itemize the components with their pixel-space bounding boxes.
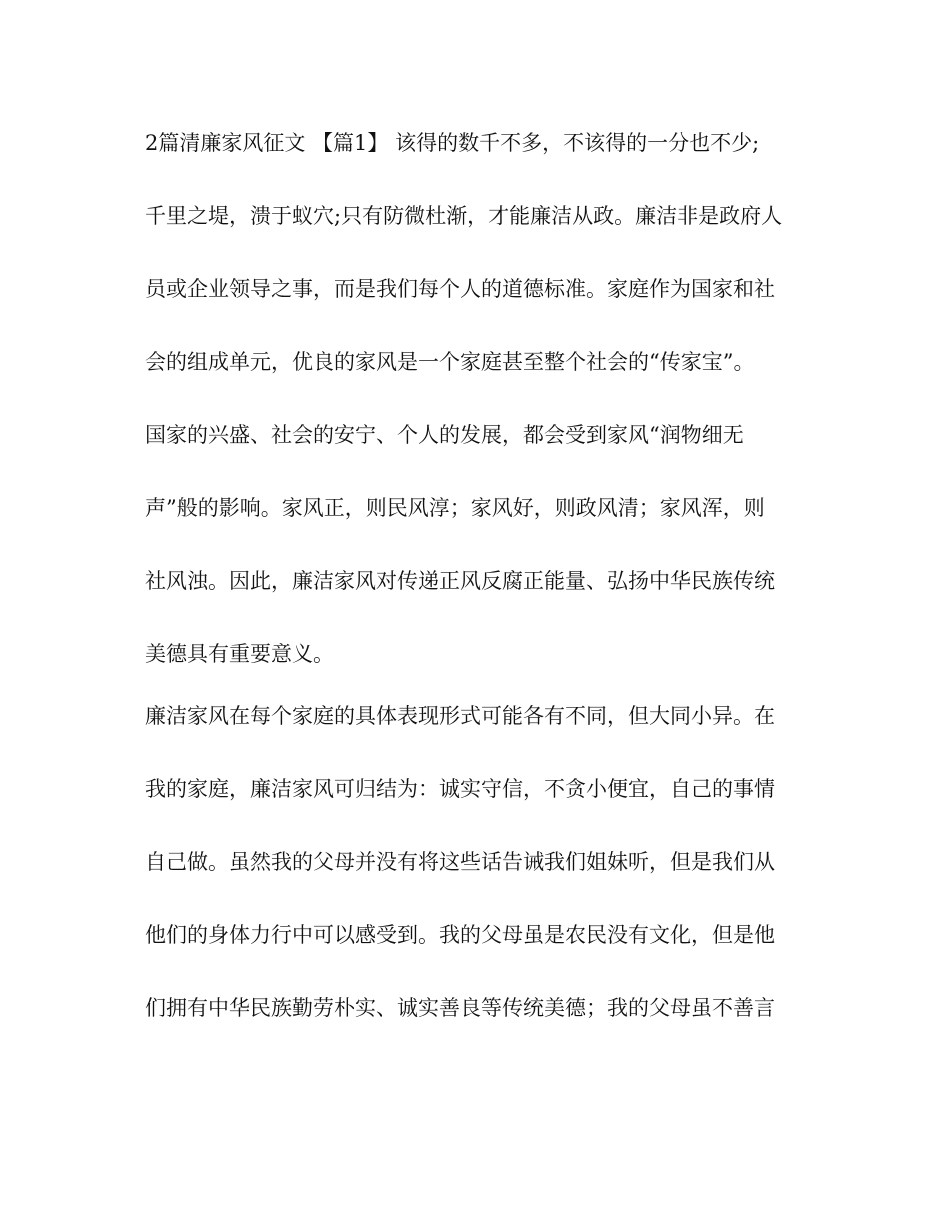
paragraph-2-line-2: 我的家庭，廉洁家风可归结为：诚实守信，不贪小便宜，自己的事情 <box>145 777 775 801</box>
paragraph-1-line-5: 国家的兴盛、社会的安宁、个人的发展，都会受到家风“润物细无 <box>145 423 744 447</box>
paragraph-1-line-7: 社风浊。因此，廉洁家风对传递正风反腐正能量、弘扬中华民族传统 <box>145 569 775 593</box>
paragraph-1-line-6: 声”般的影响。家风正，则民风淳；家风好，则政风清；家风浑，则 <box>145 496 765 520</box>
paragraph-1-line-3: 员或企业领导之事，而是我们每个人的道德标准。家庭作为国家和社 <box>145 277 775 301</box>
paragraph-2-line-4: 他们的身体力行中可以感受到。我的父母虽是农民没有文化，但是他 <box>145 923 775 947</box>
paragraph-1-line-1: 2篇清廉家风征文 【篇1】 该得的数千不多，不该得的一分也不少; <box>145 131 760 155</box>
paragraph-2-line-3: 自己做。虽然我的父母并没有将这些话告诫我们姐妹听，但是我们从 <box>145 850 775 874</box>
paragraph-1 <box>145 107 810 691</box>
paragraph-2-line-1: 廉洁家风在每个家庭的具体表现形式可能各有不同，但大同小异。在 <box>145 704 775 728</box>
paragraph-1-line-4: 会的组成单元，优良的家风是一个家庭甚至整个社会的“传家宝”。 <box>145 350 755 374</box>
paragraph-1-line-8: 美德具有重要意义。 <box>145 642 334 666</box>
paragraph-1-line-2: 千里之堤，溃于蚁穴;只有防微杜渐，才能廉洁从政。廉洁非是政府人 <box>145 204 783 228</box>
paragraph-2 <box>145 680 810 1045</box>
paragraph-2-line-5: 们拥有中华民族勤劳朴实、诚实善良等传统美德；我的父母虽不善言 <box>145 996 775 1020</box>
